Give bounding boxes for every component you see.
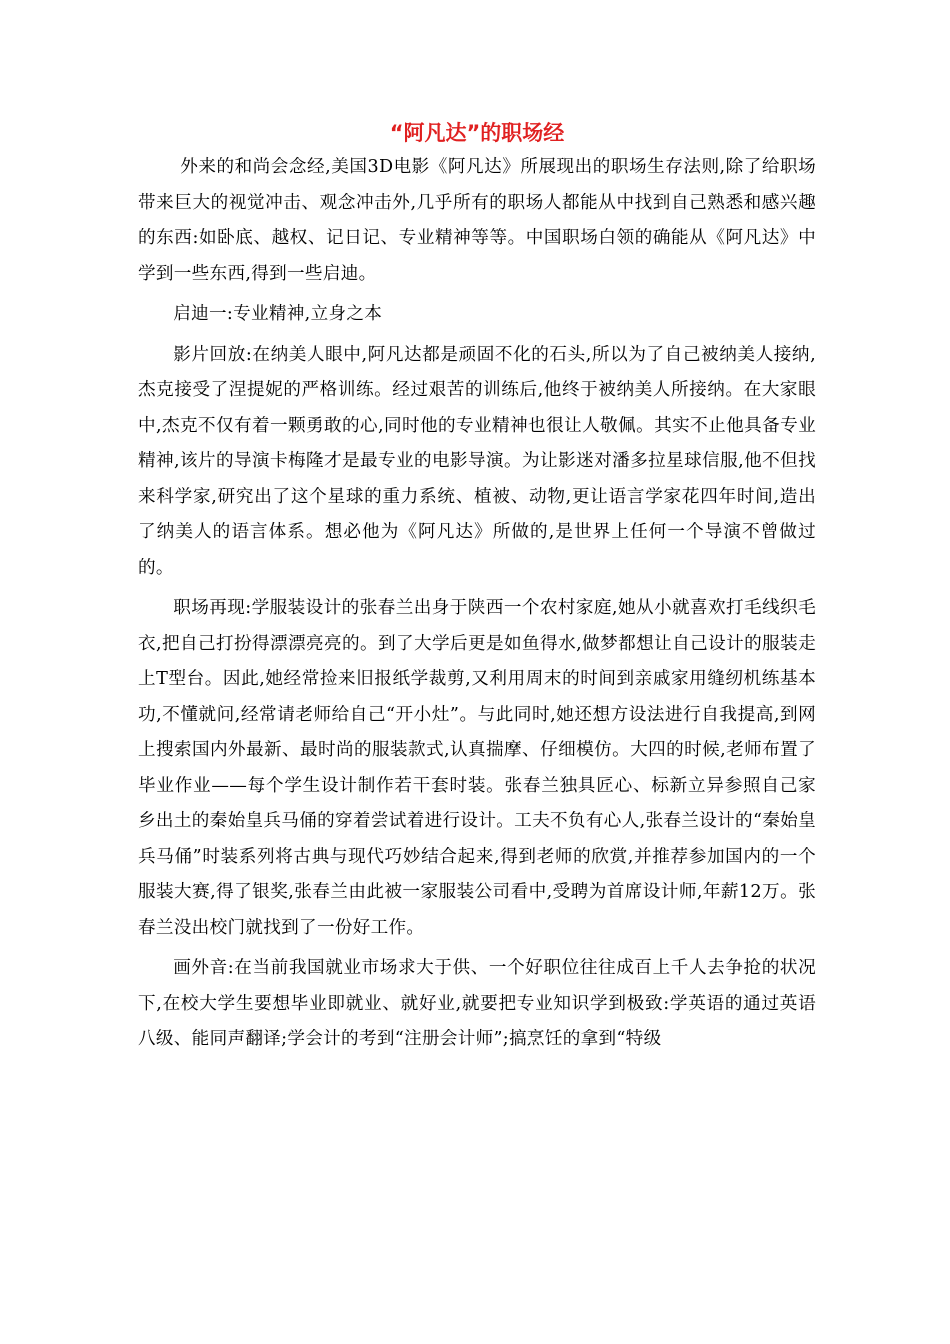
document-title: “阿凡达”的职场经	[389, 121, 565, 145]
paragraph-intro: 外来的和尚会念经,美国3D电影《阿凡达》所展现出的职场生存法则,除了给职场带来巨大的视觉冲击、观念冲击外,几乎所有的职场人都能从中找到自己熟悉和感兴趣的东西:如卧底、越权、记日记、专业精神等等。中国职场白领的确能从《阿凡达》中学到一些东西,得到一些启迪。	[138, 157, 816, 284]
paragraph-heading-insight-1: 启迪一:专业精神,立身之本	[173, 304, 383, 324]
document-page	[138, 118, 816, 1063]
paragraph-voiceover: 画外音:在当前我国就业市场求大于供、一个好职位往往成百上千人去争抢的状况下,在校大学生要想毕业即就业、就好业,就要把专业知识学到极致:学英语的通过英语八级、能同声翻译;学会计的考到“注册会计师”;搞烹饪的拿到“特级	[138, 958, 816, 1049]
paragraph-workplace-case: 职场再现:学服装设计的张春兰出身于陕西一个农村家庭,她从小就喜欢打毛线织毛衣,把自己打扮得漂漂亮亮的。到了大学后更是如鱼得水,做梦都想让自己设计的服装走上T型台。因此,她经常捡来旧报纸学裁剪,又利用周末的时间到亲戚家用缝纫机练基本功,不懂就问,经常请老师给自己“开小灶”。与此同时,她还想方设法进行自我提高,到网上搜索国内外最新、最时尚的服装款式,认真揣摩、仔细模仿。大四的时候,老师布置了毕业作业——每个学生设计制作若干套时装。张春兰独具匠心、标新立异参照自己家乡出土的秦始皇兵马俑的穿着尝试着进行设计。工夫不负有心人,张春兰设计的“秦始皇兵马俑”时装系列将古典与现代巧妙结合起来,得到老师的欣赏,并推荐参加国内的一个服装大赛,得了银奖,张春兰由此被一家服装公司看中,受聘为首席设计师,年薪12万。张春兰没出校门就找到了一份好工作。	[138, 598, 816, 938]
paragraph-film-replay: 影片回放:在纳美人眼中,阿凡达都是顽固不化的石头,所以为了自己被纳美人接纳,杰克接受了涅提妮的严格训练。经过艰苦的训练后,他终于被纳美人所接纳。在大家眼中,杰克不仅有着一颗勇敢的心,同时他的专业精神也很让人敬佩。其实不止他具备专业精神,该片的导演卡梅隆才是最专业的电影导演。为让影迷对潘多拉星球信服,他不但找来科学家,研究出了这个星球的重力系统、植被、动物,更让语言学家花四年时间,造出了纳美人的语言体系。想必他为《阿凡达》所做的,是世界上任何一个导演不曾做过的。	[138, 344, 816, 578]
